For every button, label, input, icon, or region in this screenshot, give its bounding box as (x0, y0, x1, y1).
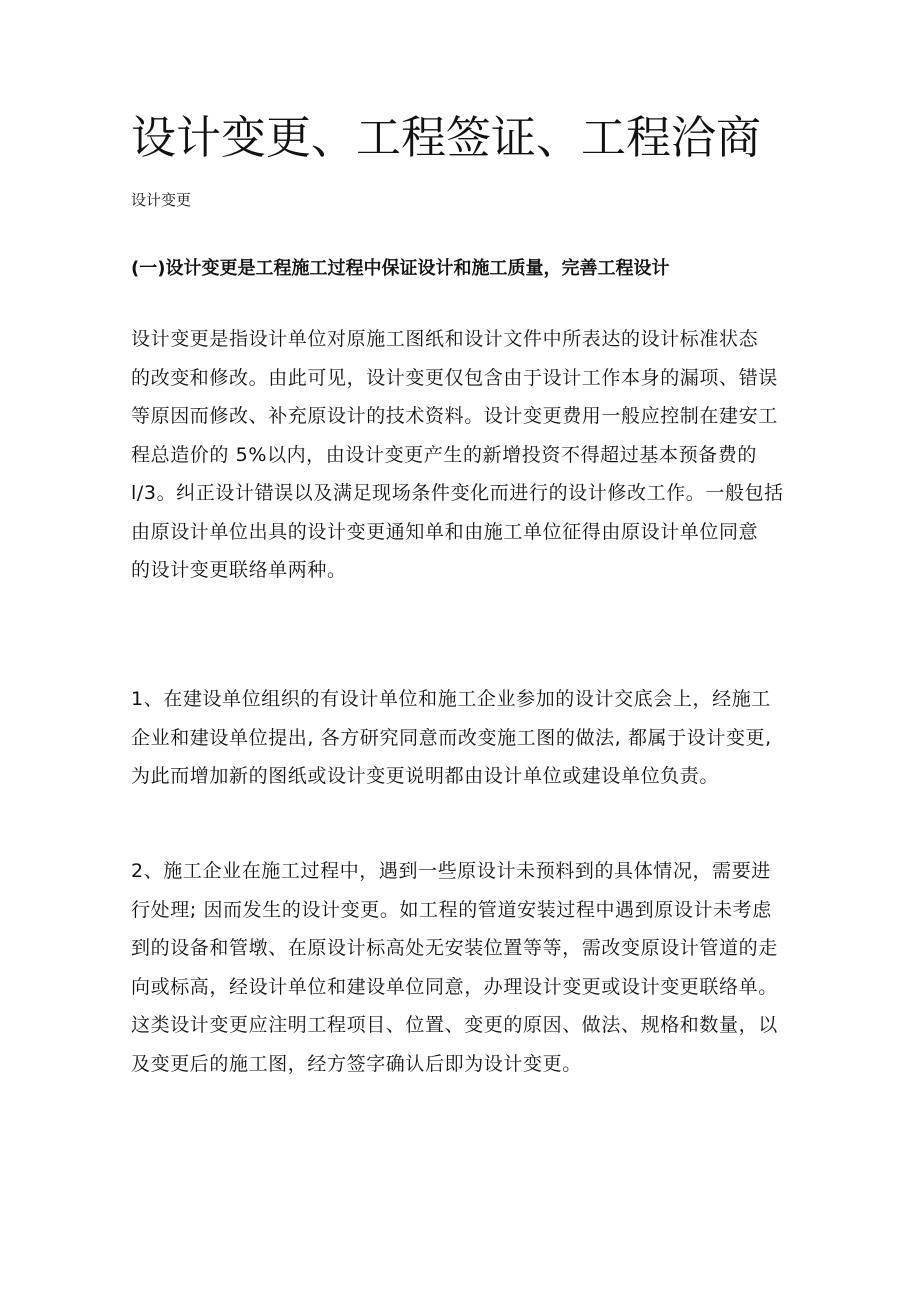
paragraph-item-2 (131, 852, 801, 1083)
paragraph-line: 的设计变更联络单两种。 (131, 559, 347, 581)
paragraph-item-1 (131, 680, 801, 796)
paragraph-line: 及变更后的施工图，经方签字确认后即为设计变更。 (131, 1052, 582, 1075)
paragraph-line: 向或标高，经设计单位和建设单位同意，办理设计变更或设计变更联络单。 (131, 975, 778, 998)
document-title: 设计变更、工程签证、工程洽商 (131, 111, 762, 164)
paragraph-line: 2、施工企业在施工过程中，遇到一些原设计未预料到的具体情况，需要进 (131, 860, 771, 882)
section-subheading: (一)设计变更是工程施工过程中保证设计和施工质量，完善工程设计 (131, 258, 670, 279)
paragraph-definition (131, 320, 801, 590)
paragraph-line: l/3。纠正设计错误以及满足现场条件变化而进行的设计修改工作。一般包括 (131, 482, 784, 504)
paragraph-line: 的改变和修改。由此可见，设计变更仅包含由于设计工作本身的漏项、错误 (131, 366, 778, 389)
paragraph-line: 到的设备和管墩、在原设计标高处无安装位置等等，需改变原设计管道的走 (131, 937, 778, 959)
paragraph-line: 1、在建设单位组织的有设计单位和施工企业参加的设计交底会上，经施工 (131, 688, 771, 710)
section-label: 设计变更 (131, 191, 192, 209)
paragraph-line: 由原设计单位出具的设计变更通知单和由施工单位征得由原设计单位同意 (131, 520, 759, 543)
paragraph-line: 程总造价的 5%以内，由设计变更产生的新增投资不得超过基本预备费的 (131, 443, 757, 466)
paragraph-line: 等原因而修改、补充原设计的技术资料。设计变更费用一般应控制在建安工 (131, 405, 778, 427)
paragraph-line: 设计变更是指设计单位对原施工图纸和设计文件中所表达的设计标准状态 (131, 328, 759, 350)
paragraph-line: 这类设计变更应注明工程项目、位置、变更的原因、做法、规格和数量，以 (131, 1014, 778, 1036)
paragraph-line: 行处理; 因而发生的设计变更。如工程的管道安装过程中遇到原设计未考虑 (131, 898, 772, 921)
paragraph-line: 为此而增加新的图纸或设计变更说明都由设计单位或建设单位负责。 (131, 765, 720, 787)
paragraph-line: 企业和建设单位提出, 各方研究同意而改变施工图的做法, 都属于设计变更, (131, 726, 772, 749)
